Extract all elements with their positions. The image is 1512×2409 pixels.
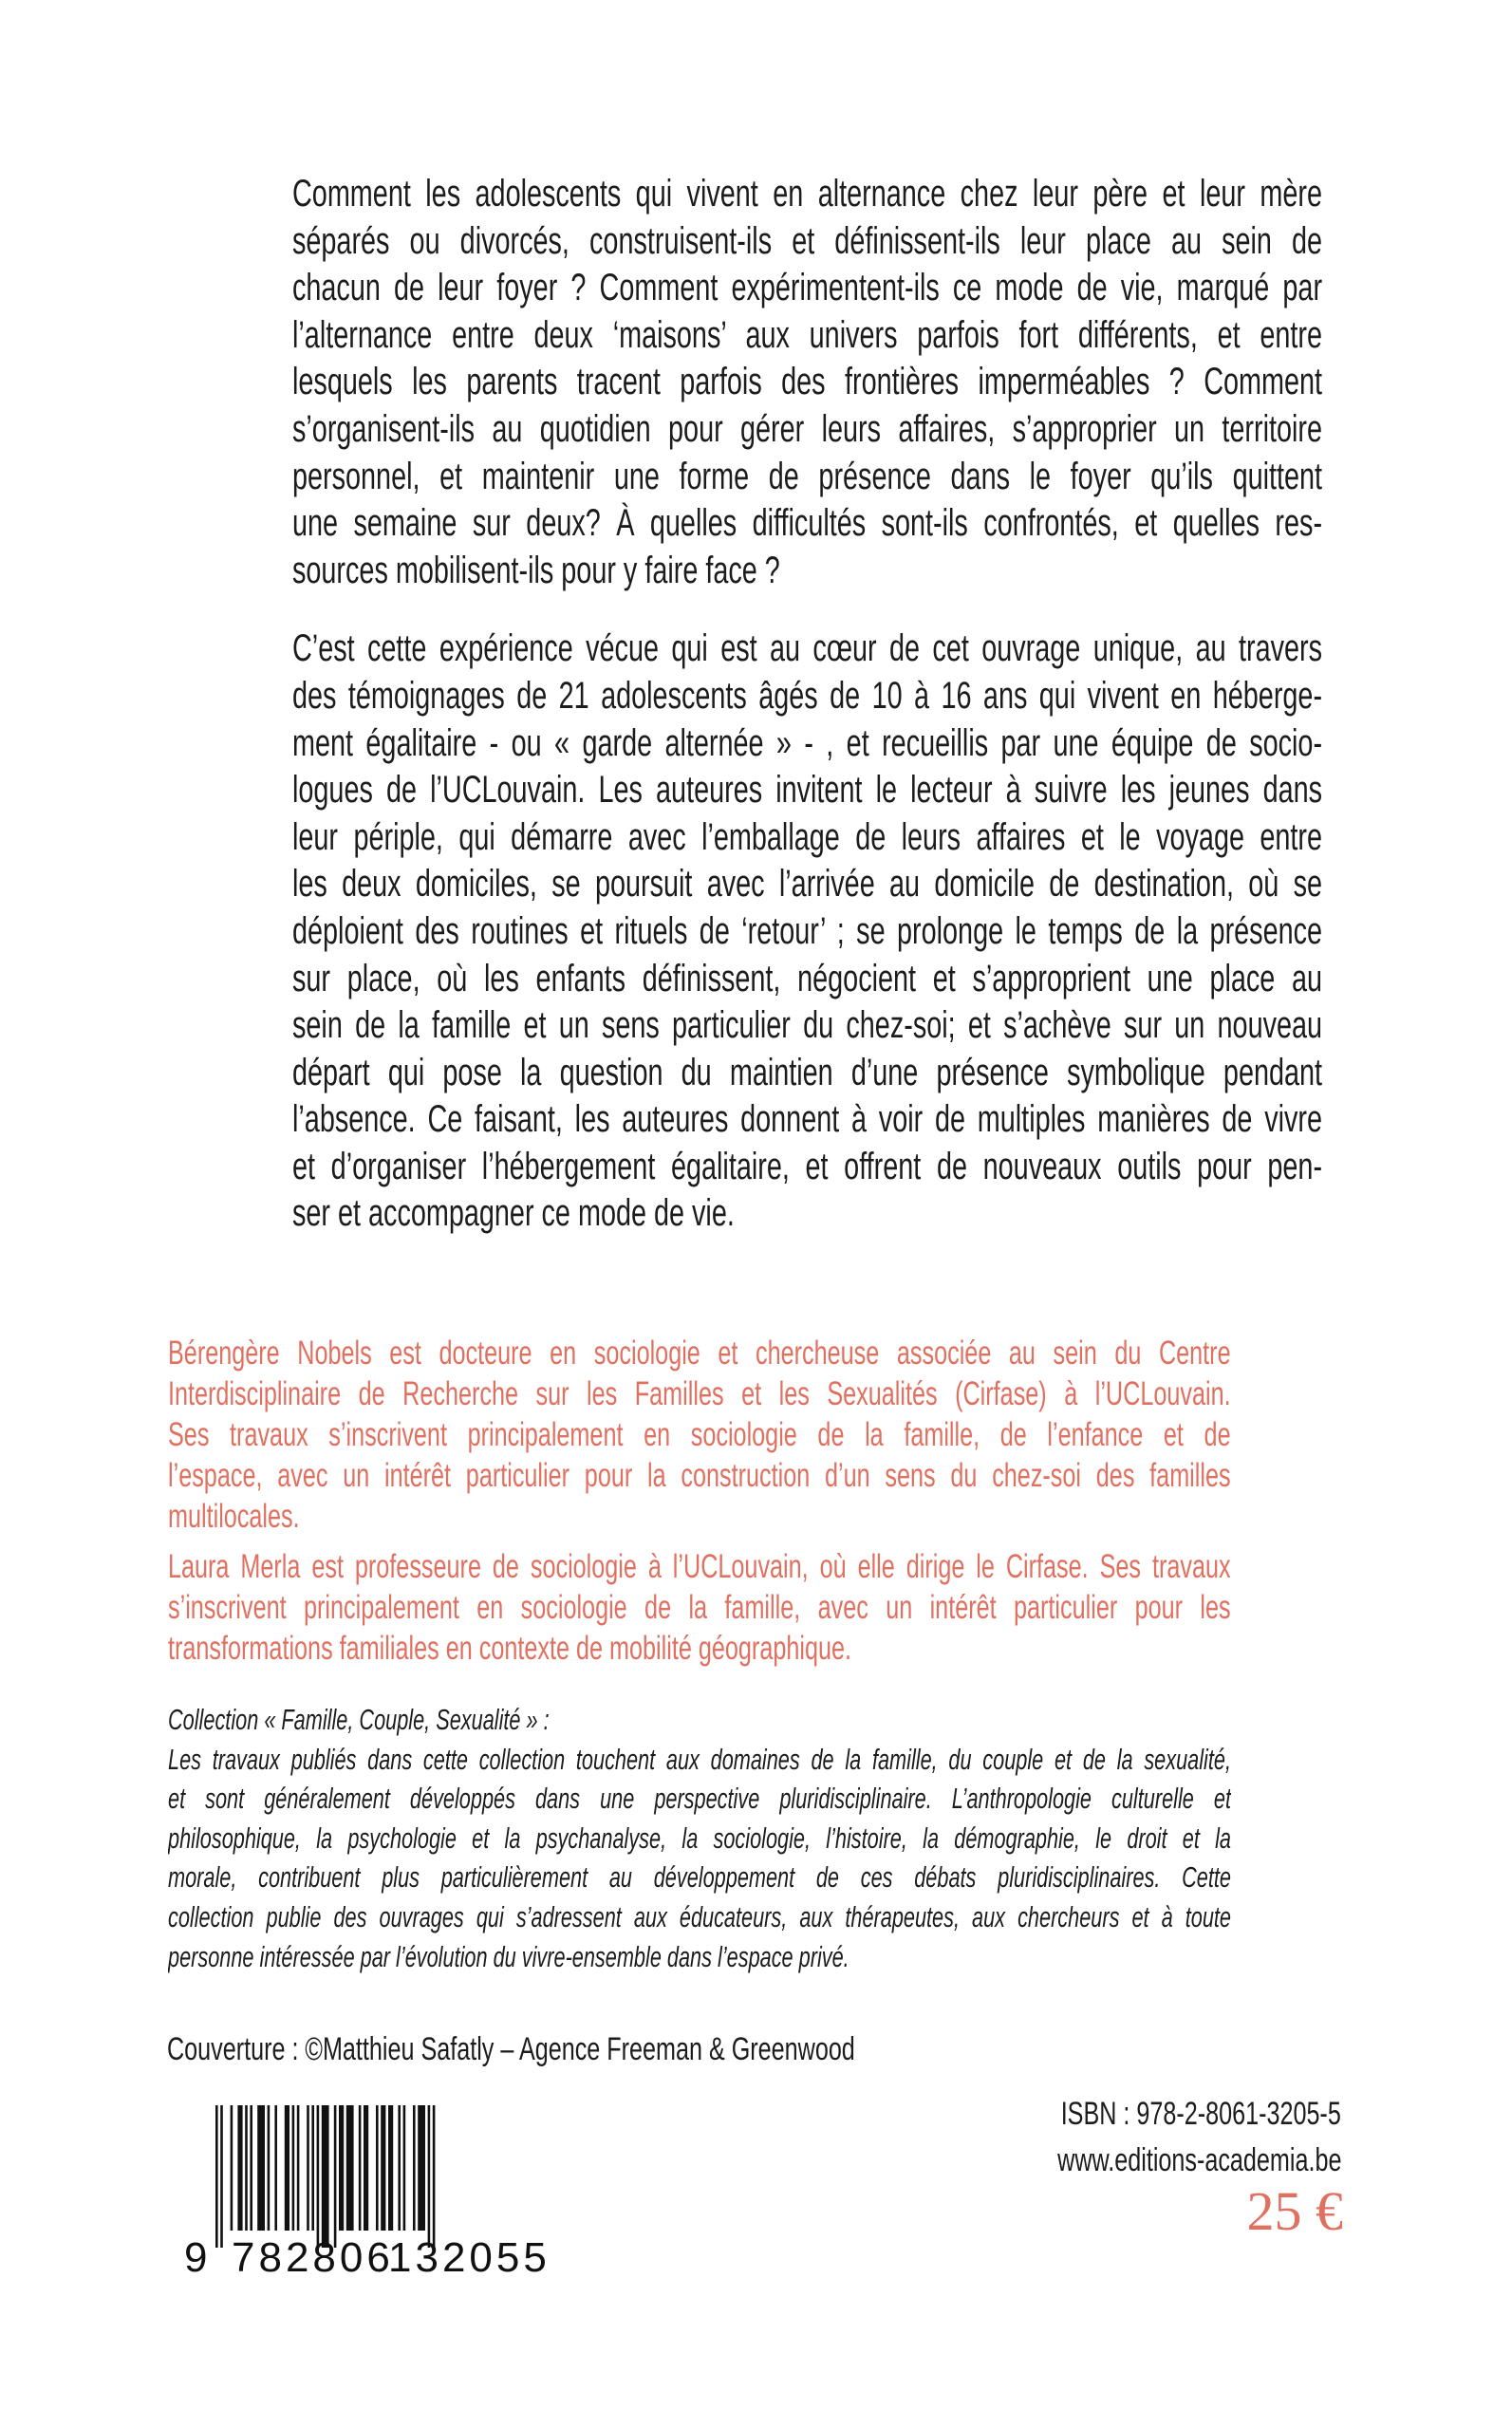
barcode-bar	[220, 2105, 223, 2248]
text-line: philosophique, la psychologie et la psychanalyse, la sociologie, l’histoire, la démographie, le droit et la	[168, 1821, 1231, 1855]
text-line: sur place, où les enfants définissent, négocient et s’approprient une place au	[292, 957, 1323, 999]
collection-description	[168, 1700, 1231, 1976]
text-line: séparés ou divorcés, construisent-ils et définissent-ils leur place au sein de	[292, 219, 1323, 262]
text-line: leur périple, qui démarre avec l’emballage de leurs affaires et le voyage entre	[292, 815, 1323, 858]
text-line: l’alternance entre deux ‘maisons’ aux univers parfois fort différents, et entre	[292, 313, 1323, 356]
text-line: ser et accompagner ce mode de vie.	[292, 1192, 735, 1235]
text-line: C’est cette expérience vécue qui est au cœur de cet ouvrage unique, au travers	[292, 627, 1323, 670]
barcode-bar	[297, 2105, 300, 2231]
author-bios	[168, 1333, 1231, 1669]
summary-paragraph-1	[292, 171, 1322, 594]
barcode-digits-right: 132055	[388, 2234, 551, 2276]
cover-credit: Couverture : ©Matthieu Safatly – Agence Freeman & Greenwood	[167, 2031, 855, 2067]
text-line: chacun de leur foyer ? Comment expérimentent-ils ce mode de vie, marqué par	[292, 267, 1323, 309]
barcode-bar	[257, 2105, 265, 2231]
text-line: transformations familiales en contexte de mobilité géographique.	[168, 1630, 852, 1667]
barcode-bar	[268, 2105, 271, 2231]
barcode-digit-first: 9	[184, 2234, 208, 2276]
text-line: sein de la famille et un sens particulier du chez-soi; et s’achève sur un nouveau	[292, 1004, 1323, 1047]
isbn-barcode	[184, 2105, 554, 2276]
text-line: morale, contribuent plus particulièrement au développement de ces débats pluridisciplinaires. Cette	[168, 1860, 1231, 1895]
text-line: départ qui pose la question du maintien d’une présence symbolique pendant	[292, 1051, 1323, 1093]
barcode-bar	[334, 2105, 337, 2248]
barcode-bar	[376, 2105, 379, 2231]
text-line: et sont généralement développés dans une perspective pluridisciplinaire. L’anthropologie culturelle et	[168, 1782, 1231, 1816]
text-line: collection publie des ouvrages qui s’adressent aux éducateurs, aux thérapeutes, aux chercheurs et à toute	[168, 1899, 1231, 1933]
barcode-bar	[250, 2105, 252, 2231]
barcode-bar	[285, 2105, 289, 2231]
barcode-bar	[428, 2105, 431, 2248]
barcode-bar	[339, 2105, 344, 2231]
barcode-bar	[292, 2105, 295, 2231]
barcode-bars	[215, 2105, 435, 2248]
text-line: s’organisent-ils au quotidien pour gérer leurs affaires, s’approprier un territoire	[292, 407, 1323, 450]
barcode-bar	[364, 2105, 368, 2231]
publisher-website: www.editions-academia.be	[1056, 2142, 1341, 2178]
text-line: et d’organiser l’hébergement égalitaire, et offrent de nouveaux outils pour pen-	[292, 1145, 1323, 1187]
barcode-bar	[413, 2105, 416, 2231]
barcode-bar	[381, 2105, 385, 2231]
text-line: Interdisciplinaire de Recherche sur les Familles et les Sexualités (Cirfase) à l’UCLouvain.	[168, 1375, 1231, 1412]
text-line: des témoignages de 21 adolescents âgés de 10 à 16 ans qui vivent en héberge-	[292, 674, 1323, 717]
barcode-bar	[388, 2105, 393, 2231]
text-line: une semaine sur deux? À quelles difficultés sont-ils confrontés, et quelles res-	[292, 502, 1323, 545]
author-bio-merla	[168, 1546, 1231, 1669]
barcode-digits-left: 782806	[232, 2234, 394, 2276]
barcode-bar	[274, 2105, 277, 2231]
barcode-bar	[245, 2105, 248, 2231]
isbn-number: ISBN : 978-2-8061-3205-5	[1060, 2096, 1341, 2132]
barcode-bar	[346, 2105, 354, 2231]
barcode-bar	[237, 2105, 242, 2231]
text-line: sources mobilisent-ils pour y faire face ?	[292, 549, 780, 591]
text-line: l’espace, avec un intérêt particulier pour la construction d’un sens du chez-soi des familles	[168, 1457, 1231, 1494]
text-line: les deux domiciles, se poursuit avec l’arrivée au domicile de destination, où se	[292, 863, 1323, 906]
text-line: déploient des routines et rituels de ‘retour’ ; se prolonge le temps de la présence	[292, 909, 1323, 952]
text-line: personne intéressée par l’évolution du vivre-ensemble dans l’espace privé.	[168, 1939, 849, 1973]
barcode-bar	[403, 2105, 406, 2231]
text-line: ment égalitaire - ou « garde alternée » - , et recueillis par une équipe de socio-	[292, 721, 1323, 764]
text-line: logues de l’UCLouvain. Les auteures invitent le lecteur à suivre les jeunes dans	[292, 769, 1323, 812]
barcode-bar	[398, 2105, 401, 2231]
barcode-bar	[433, 2105, 436, 2248]
collection-title: Collection « Famille, Couple, Sexualité » :	[168, 1703, 550, 1736]
barcode-bar	[418, 2105, 425, 2231]
barcode-bar	[215, 2105, 218, 2248]
barcode-bar	[322, 2105, 329, 2248]
barcode-bar	[359, 2105, 362, 2231]
text-line: personnel, et maintenir une forme de présence dans le foyer qu’ils quittent	[292, 455, 1323, 497]
barcode-bar	[317, 2105, 320, 2248]
text-line: Comment les adolescents qui vivent en alternance chez leur père et leur mère	[292, 173, 1323, 215]
text-line: s’inscrivent principalement en sociologie de la famille, avec un intérêt particulier pour les	[168, 1589, 1231, 1626]
barcode-bar	[231, 2105, 233, 2231]
text-line: Laura Merla est professeure de sociologie à l’UCLouvain, où elle dirige le Cirfase. Ses travaux	[168, 1548, 1231, 1585]
text-line: Ses travaux s’inscrivent principalement en sociologie de la famille, de l’enfance et de	[168, 1416, 1231, 1453]
barcode-bar	[307, 2105, 309, 2231]
summary-text	[292, 171, 1322, 1238]
text-line: l’absence. Ce faisant, les auteures donnent à voir de multiples manières de vivre	[292, 1098, 1323, 1141]
text-line: multilocales.	[168, 1498, 300, 1535]
text-line: lesquels les parents tracent parfois des frontières imperméables ? Comment	[292, 361, 1323, 403]
price: 25 €	[1246, 2180, 1343, 2242]
text-line: Bérengère Nobels est docteure en sociologie et chercheuse associée au sein du Centre	[168, 1335, 1231, 1372]
summary-paragraph-2	[292, 626, 1322, 1238]
author-bio-nobels	[168, 1333, 1231, 1537]
barcode-bar	[311, 2105, 314, 2231]
text-line: Les travaux publiés dans cette collection touchent aux domaines de la famille, du couple et de la sexualité,	[168, 1742, 1231, 1776]
